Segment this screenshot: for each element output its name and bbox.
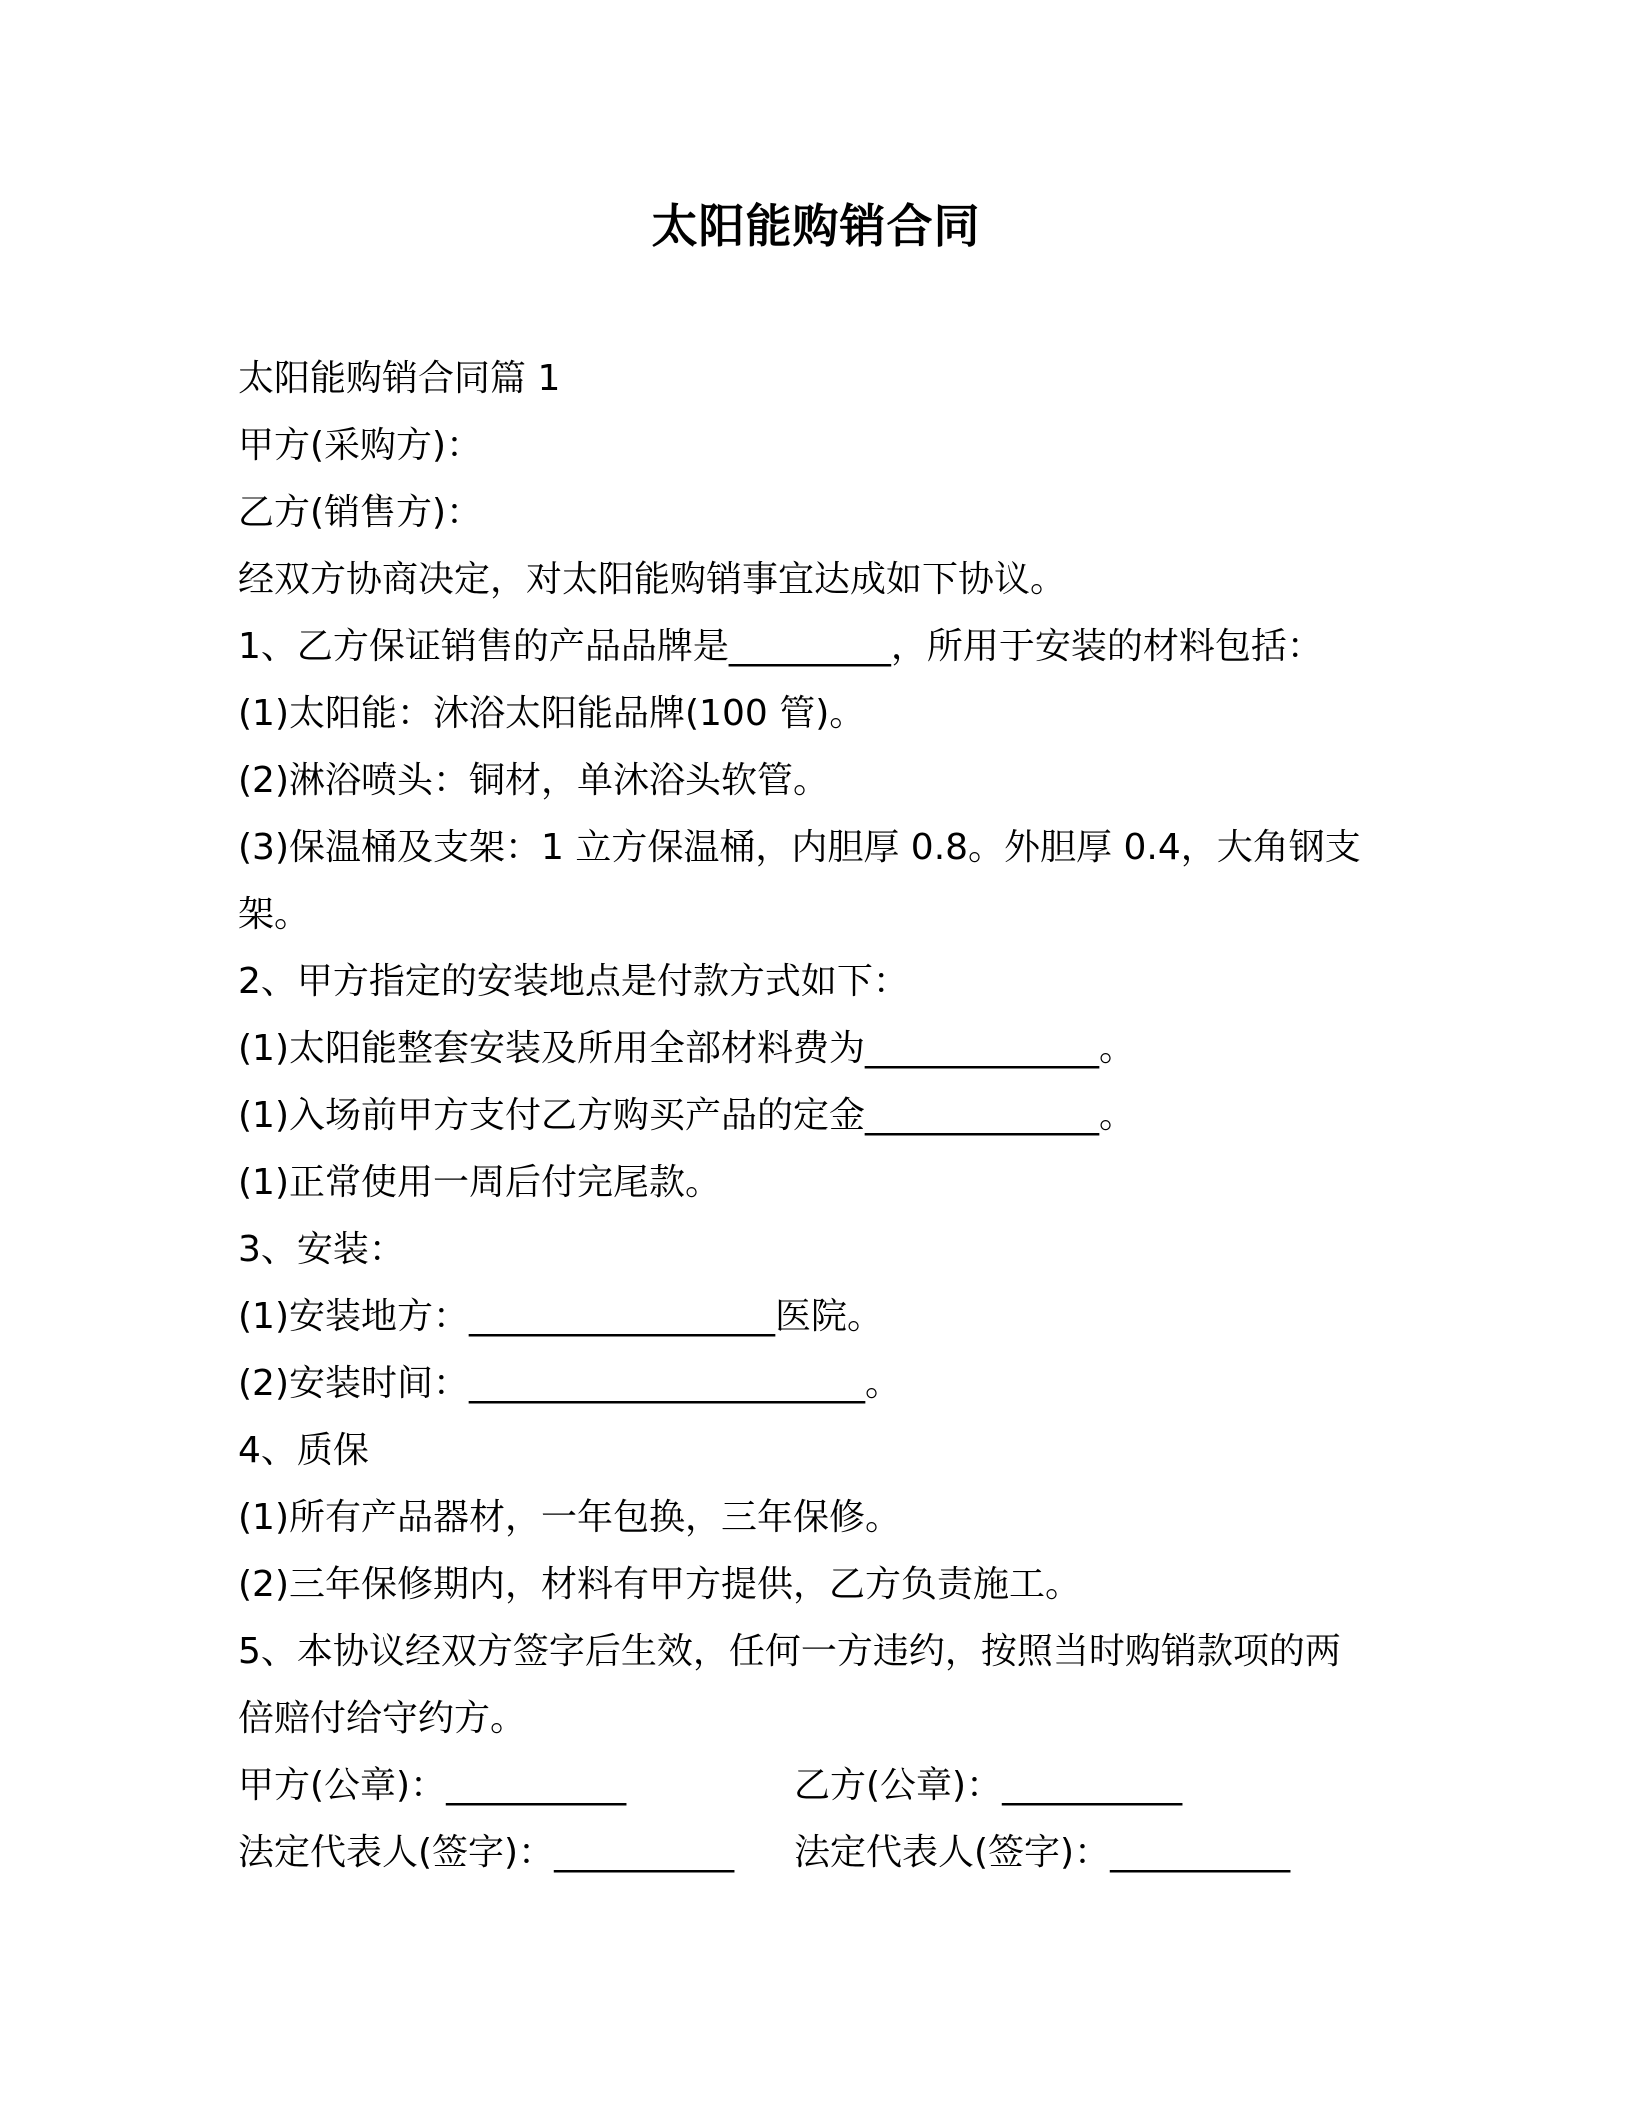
party-a-seal: 甲方(公章)：__________: [238, 1765, 627, 1806]
clause-2-item-1: (1)太阳能整套安装及所用全部材料费为_____________。: [238, 1028, 1135, 1069]
clause-2-item-3: (1)正常使用一周后付完尾款。: [238, 1162, 721, 1203]
signature-row-seal: [238, 1752, 1388, 1819]
clause-3: 3、安装：: [238, 1229, 405, 1270]
party-b-line: 乙方(销售方)：: [238, 492, 483, 533]
document-title: 太阳能购销合同: [651, 199, 981, 253]
clause-2-item-2: (1)入场前甲方支付乙方购买产品的定金_____________。: [238, 1095, 1135, 1136]
signature-row-representative: [238, 1819, 1388, 1886]
clause-5: 5、本协议经双方签字后生效，任何一方违约，按照当时购销款项的两: [238, 1631, 1341, 1672]
clause-1-item-1: (1)太阳能：沐浴太阳能品牌(100 管)。: [238, 693, 866, 734]
agreement-intro: 经双方协商决定，对太阳能购销事宜达成如下协议。: [238, 559, 1067, 600]
party-a-representative: 法定代表人(签字)：__________: [238, 1832, 735, 1873]
clause-4: 4、质保: [238, 1430, 369, 1471]
document-body: [238, 345, 1388, 1886]
clause-3-item-1: (1)安装地方：_________________医院。: [238, 1296, 883, 1337]
clause-1-item-2: (2)淋浴喷头：铜材，单沐浴头软管。: [238, 760, 829, 801]
party-b-representative: 法定代表人(签字)：__________: [794, 1832, 1291, 1873]
clause-1-item-3-cont: 架。: [238, 894, 311, 935]
party-b-seal: 乙方(公章)：__________: [794, 1765, 1183, 1806]
clause-4-item-1: (1)所有产品器材，一年包换，三年保修。: [238, 1497, 901, 1538]
clause-5-cont: 倍赔付给守约方。: [238, 1698, 527, 1739]
party-a-line: 甲方(采购方)：: [238, 425, 483, 466]
clause-4-item-2: (2)三年保修期内，材料有甲方提供，乙方负责施工。: [238, 1564, 1081, 1605]
section-heading: 太阳能购销合同篇 1: [238, 358, 561, 399]
clause-1: 1、乙方保证销售的产品品牌是_________，所用于安装的材料包括：: [238, 626, 1323, 667]
clause-2: 2、甲方指定的安装地点是付款方式如下：: [238, 961, 909, 1002]
clause-3-item-2: (2)安装时间：______________________。: [238, 1363, 901, 1404]
clause-1-item-3: (3)保温桶及支架：1 立方保温桶，内胆厚 0.8。外胆厚 0.4，大角钢支: [238, 827, 1361, 868]
